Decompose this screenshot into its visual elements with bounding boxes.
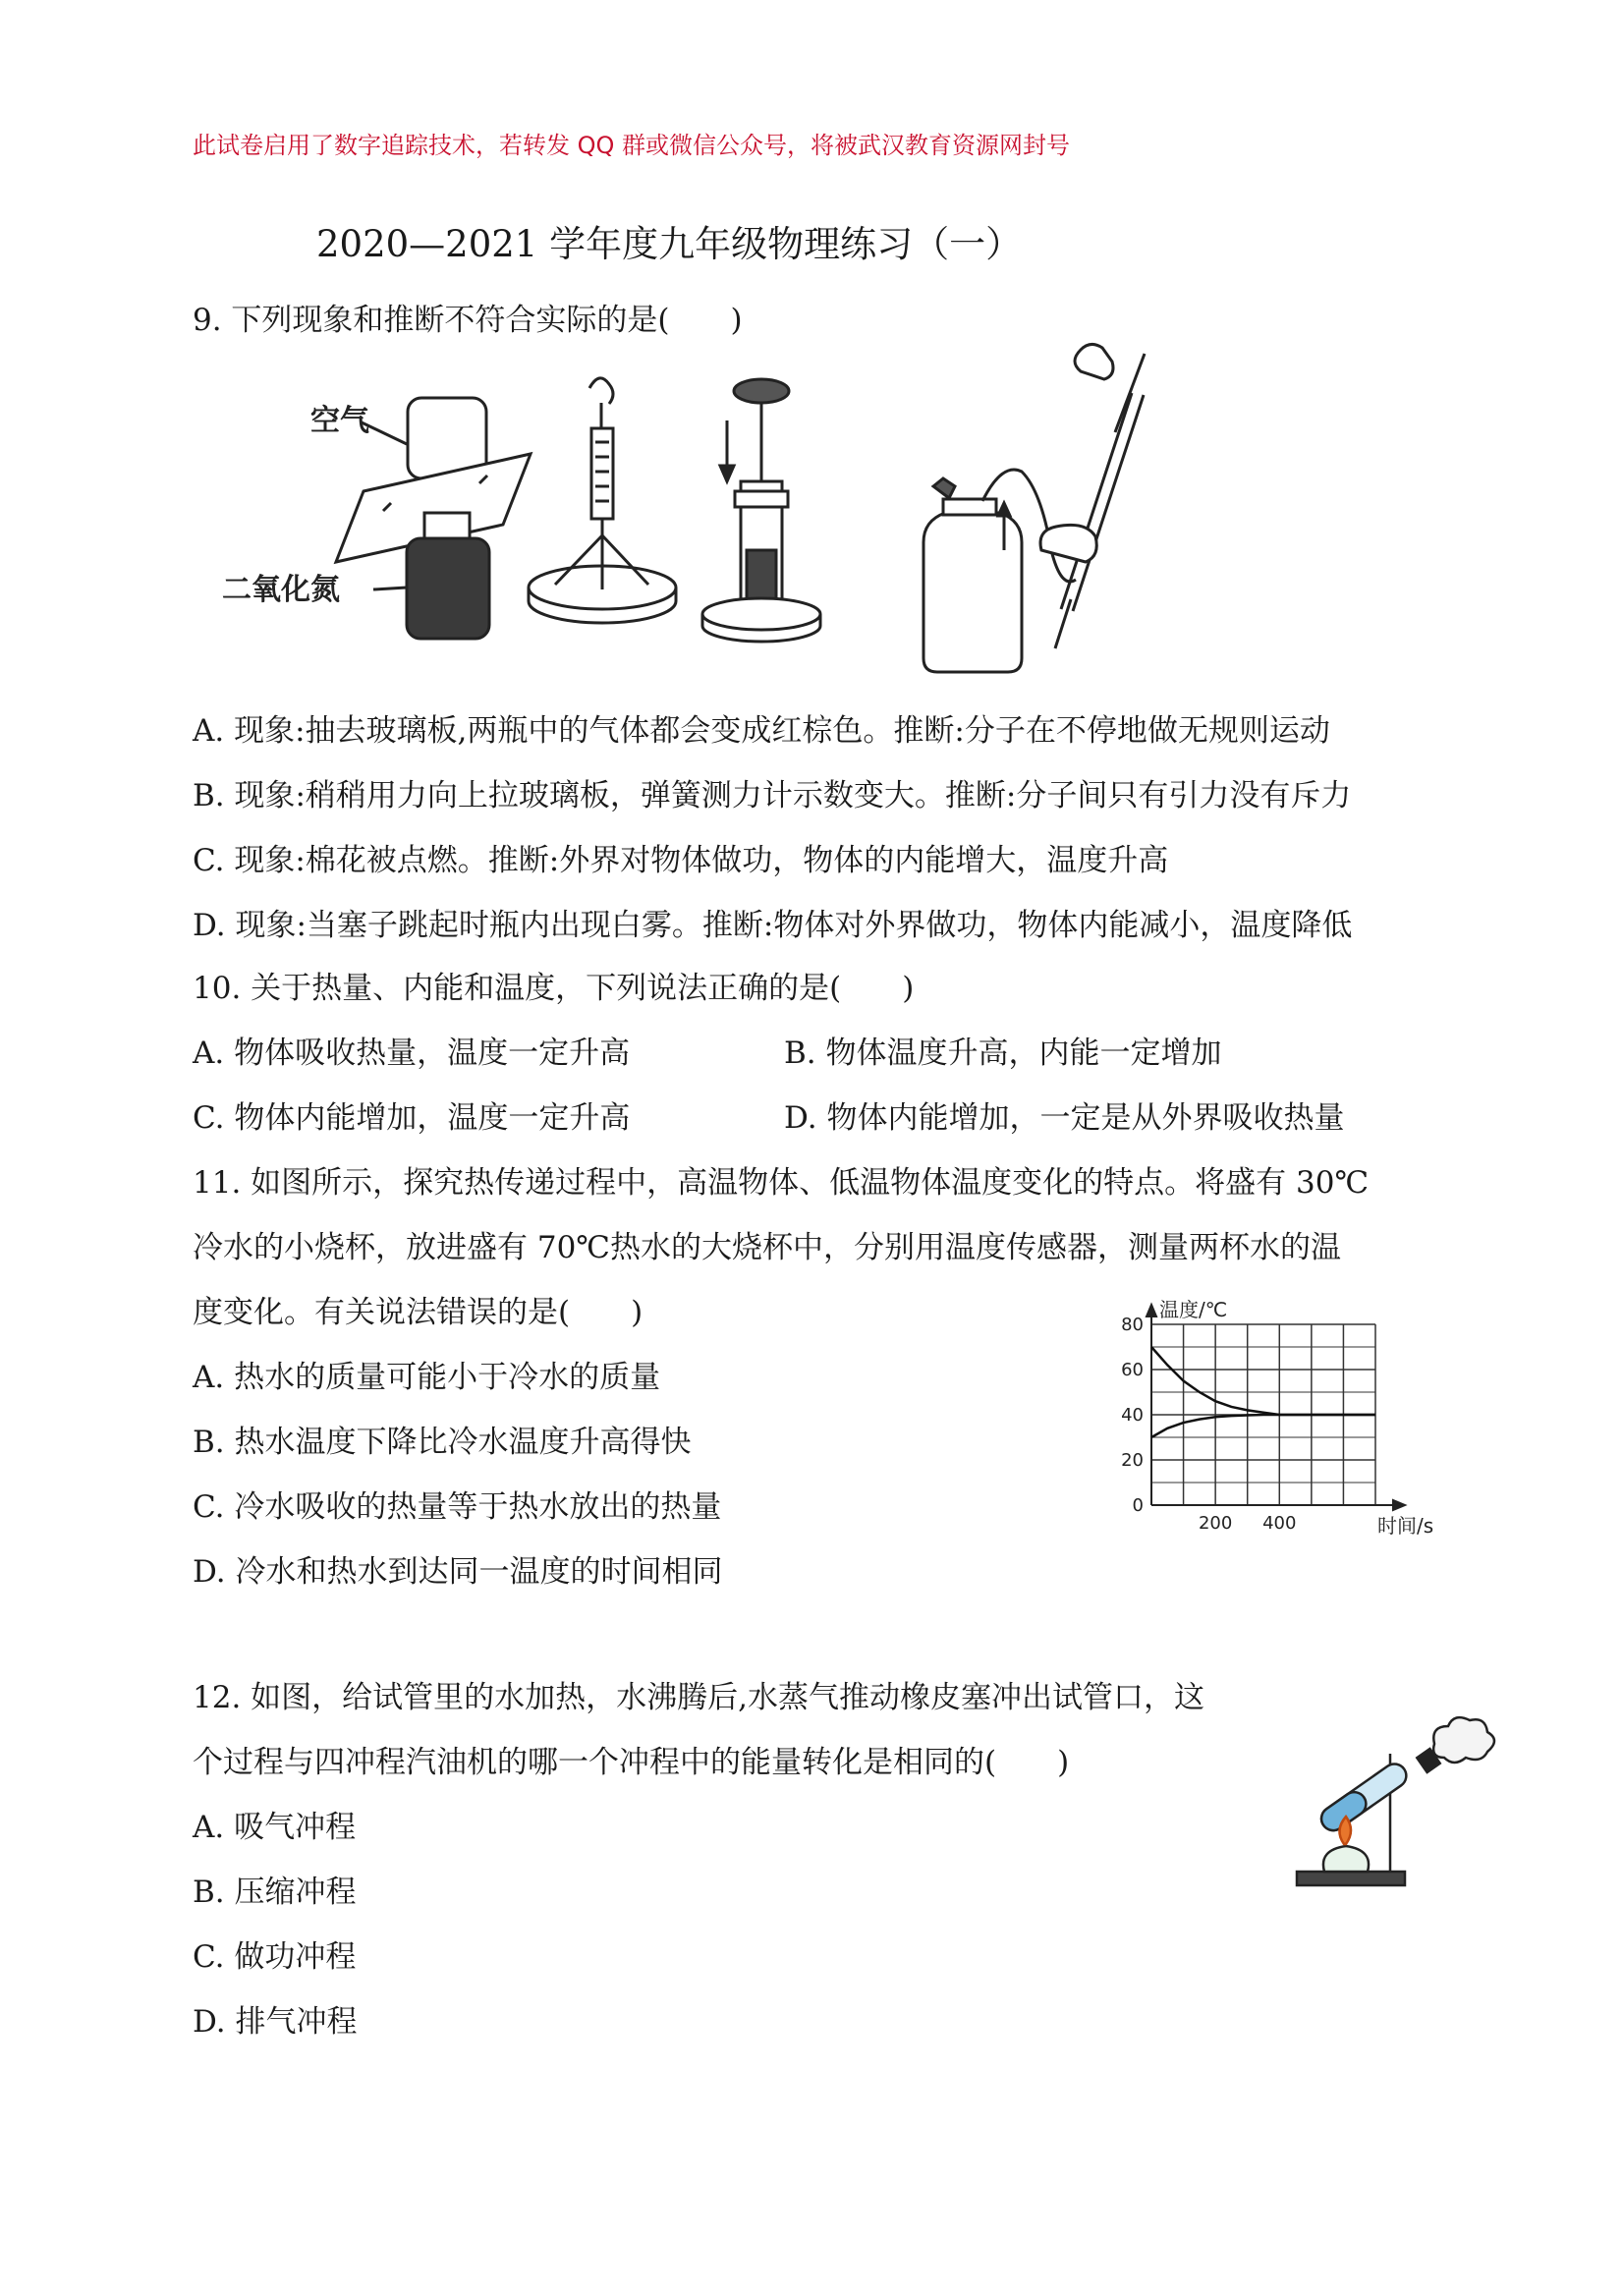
q11-option-b: B. 热水温度下降比冷水温度升高得快 xyxy=(193,1425,692,1460)
q10-option-d: D. 物体内能增加，一定是从外界吸收热量 xyxy=(784,1100,1345,1136)
q10-option-a: A. 物体吸收热量，温度一定升高 xyxy=(193,1036,631,1071)
x-tick-label: 400 xyxy=(1262,1513,1297,1534)
q11-stem-line-1: 11. 如图所示，探究热传递过程中，高温物体、低温物体温度变化的特点。将盛有 30℃ xyxy=(193,1165,1370,1201)
q12-stem-line-2: 个过程与四冲程汽油机的哪一个冲程中的能量转化是相同的( ) xyxy=(193,1745,1070,1780)
q12-option-a: A. 吸气冲程 xyxy=(193,1810,357,1845)
q9-option-a: A. 现象:抽去玻璃板,两瓶中的气体都会变成红棕色。推断:分子在不停地做无规则运动 xyxy=(193,713,1330,749)
compression-cylinder-figure xyxy=(702,379,820,642)
label-no2: 二氧化氮 xyxy=(222,573,340,607)
q9-option-d: D. 现象:当塞子跳起时瓶内出现白雾。推断:物体对外界做功，物体内能减小，温度降低 xyxy=(193,908,1353,943)
q9-option-c: C. 现象:棉花被点燃。推断:外界对物体做功，物体的内能增大，温度升高 xyxy=(193,843,1169,878)
stand-base xyxy=(1297,1872,1405,1885)
y-axis-label: 温度/℃ xyxy=(1159,1298,1228,1321)
q11-option-a: A. 热水的质量可能小于冷水的质量 xyxy=(193,1360,661,1395)
q9-stem: 9. 下列现象和推断不符合实际的是( ) xyxy=(193,303,743,338)
temperature-time-chart xyxy=(1100,1297,1454,1552)
q12-option-b: B. 压缩冲程 xyxy=(193,1875,357,1910)
steam-cloud xyxy=(1433,1717,1494,1763)
alcohol-lamp xyxy=(1323,1846,1369,1872)
q9-option-b: B. 现象:稍稍用力向上拉玻璃板，弹簧测力计示数变大。推断:分子间只有引力没有斥力 xyxy=(193,778,1352,813)
y-tick-label: 80 xyxy=(1121,1315,1144,1335)
y-axis-arrow xyxy=(1147,1305,1156,1316)
chart-axes xyxy=(1147,1305,1405,1510)
q10-option-b: B. 物体温度升高，内能一定增加 xyxy=(784,1036,1222,1071)
x-axis-arrow xyxy=(1393,1500,1405,1510)
q11-option-d: D. 冷水和热水到达同一温度的时间相同 xyxy=(193,1554,723,1590)
x-tick-label: 200 xyxy=(1198,1513,1233,1534)
y-tick-label: 60 xyxy=(1121,1360,1144,1380)
q10-stem: 10. 关于热量、内能和温度，下列说法正确的是( ) xyxy=(193,971,915,1006)
q12-option-c: C. 做功冲程 xyxy=(193,1939,357,1975)
spring-scale-figure xyxy=(529,378,676,623)
q12-stem-line-1: 12. 如图，给试管里的水加热，水沸腾后,水蒸气推动橡皮塞冲出试管口，这 xyxy=(193,1680,1205,1715)
bottle-pump-figure xyxy=(923,344,1145,672)
q11-stem-line-3: 度变化。有关说法错误的是( ) xyxy=(193,1295,644,1330)
series-line-1 xyxy=(1151,1347,1375,1415)
label-air: 空气 xyxy=(310,404,369,438)
test-tube-heating-figure xyxy=(1287,1714,1503,1891)
q11-stem-line-2: 冷水的小烧杯，放进盛有 70℃热水的大烧杯中，分别用温度传感器，测量两杯水的温 xyxy=(193,1230,1341,1265)
y-tick-label: 0 xyxy=(1132,1495,1144,1516)
x-axis-label: 时间/s xyxy=(1377,1514,1434,1538)
q12-option-d: D. 排气冲程 xyxy=(193,2004,358,2040)
exam-title: 2020—2021 学年度九年级物理练习（一） xyxy=(316,223,1023,265)
y-tick-label: 20 xyxy=(1121,1450,1144,1471)
q10-option-c: C. 物体内能增加，温度一定升高 xyxy=(193,1100,631,1136)
test-tube xyxy=(1316,1760,1411,1835)
copyright-notice: 此试卷启用了数字追踪技术，若转发 QQ 群或微信公众号，将被武汉教育资源网封号 xyxy=(193,132,1071,159)
y-tick-label: 40 xyxy=(1121,1405,1144,1426)
q9-figure xyxy=(0,0,1623,707)
series-line-2 xyxy=(1151,1415,1375,1437)
q11-option-c: C. 冷水吸收的热量等于热水放出的热量 xyxy=(193,1489,722,1525)
